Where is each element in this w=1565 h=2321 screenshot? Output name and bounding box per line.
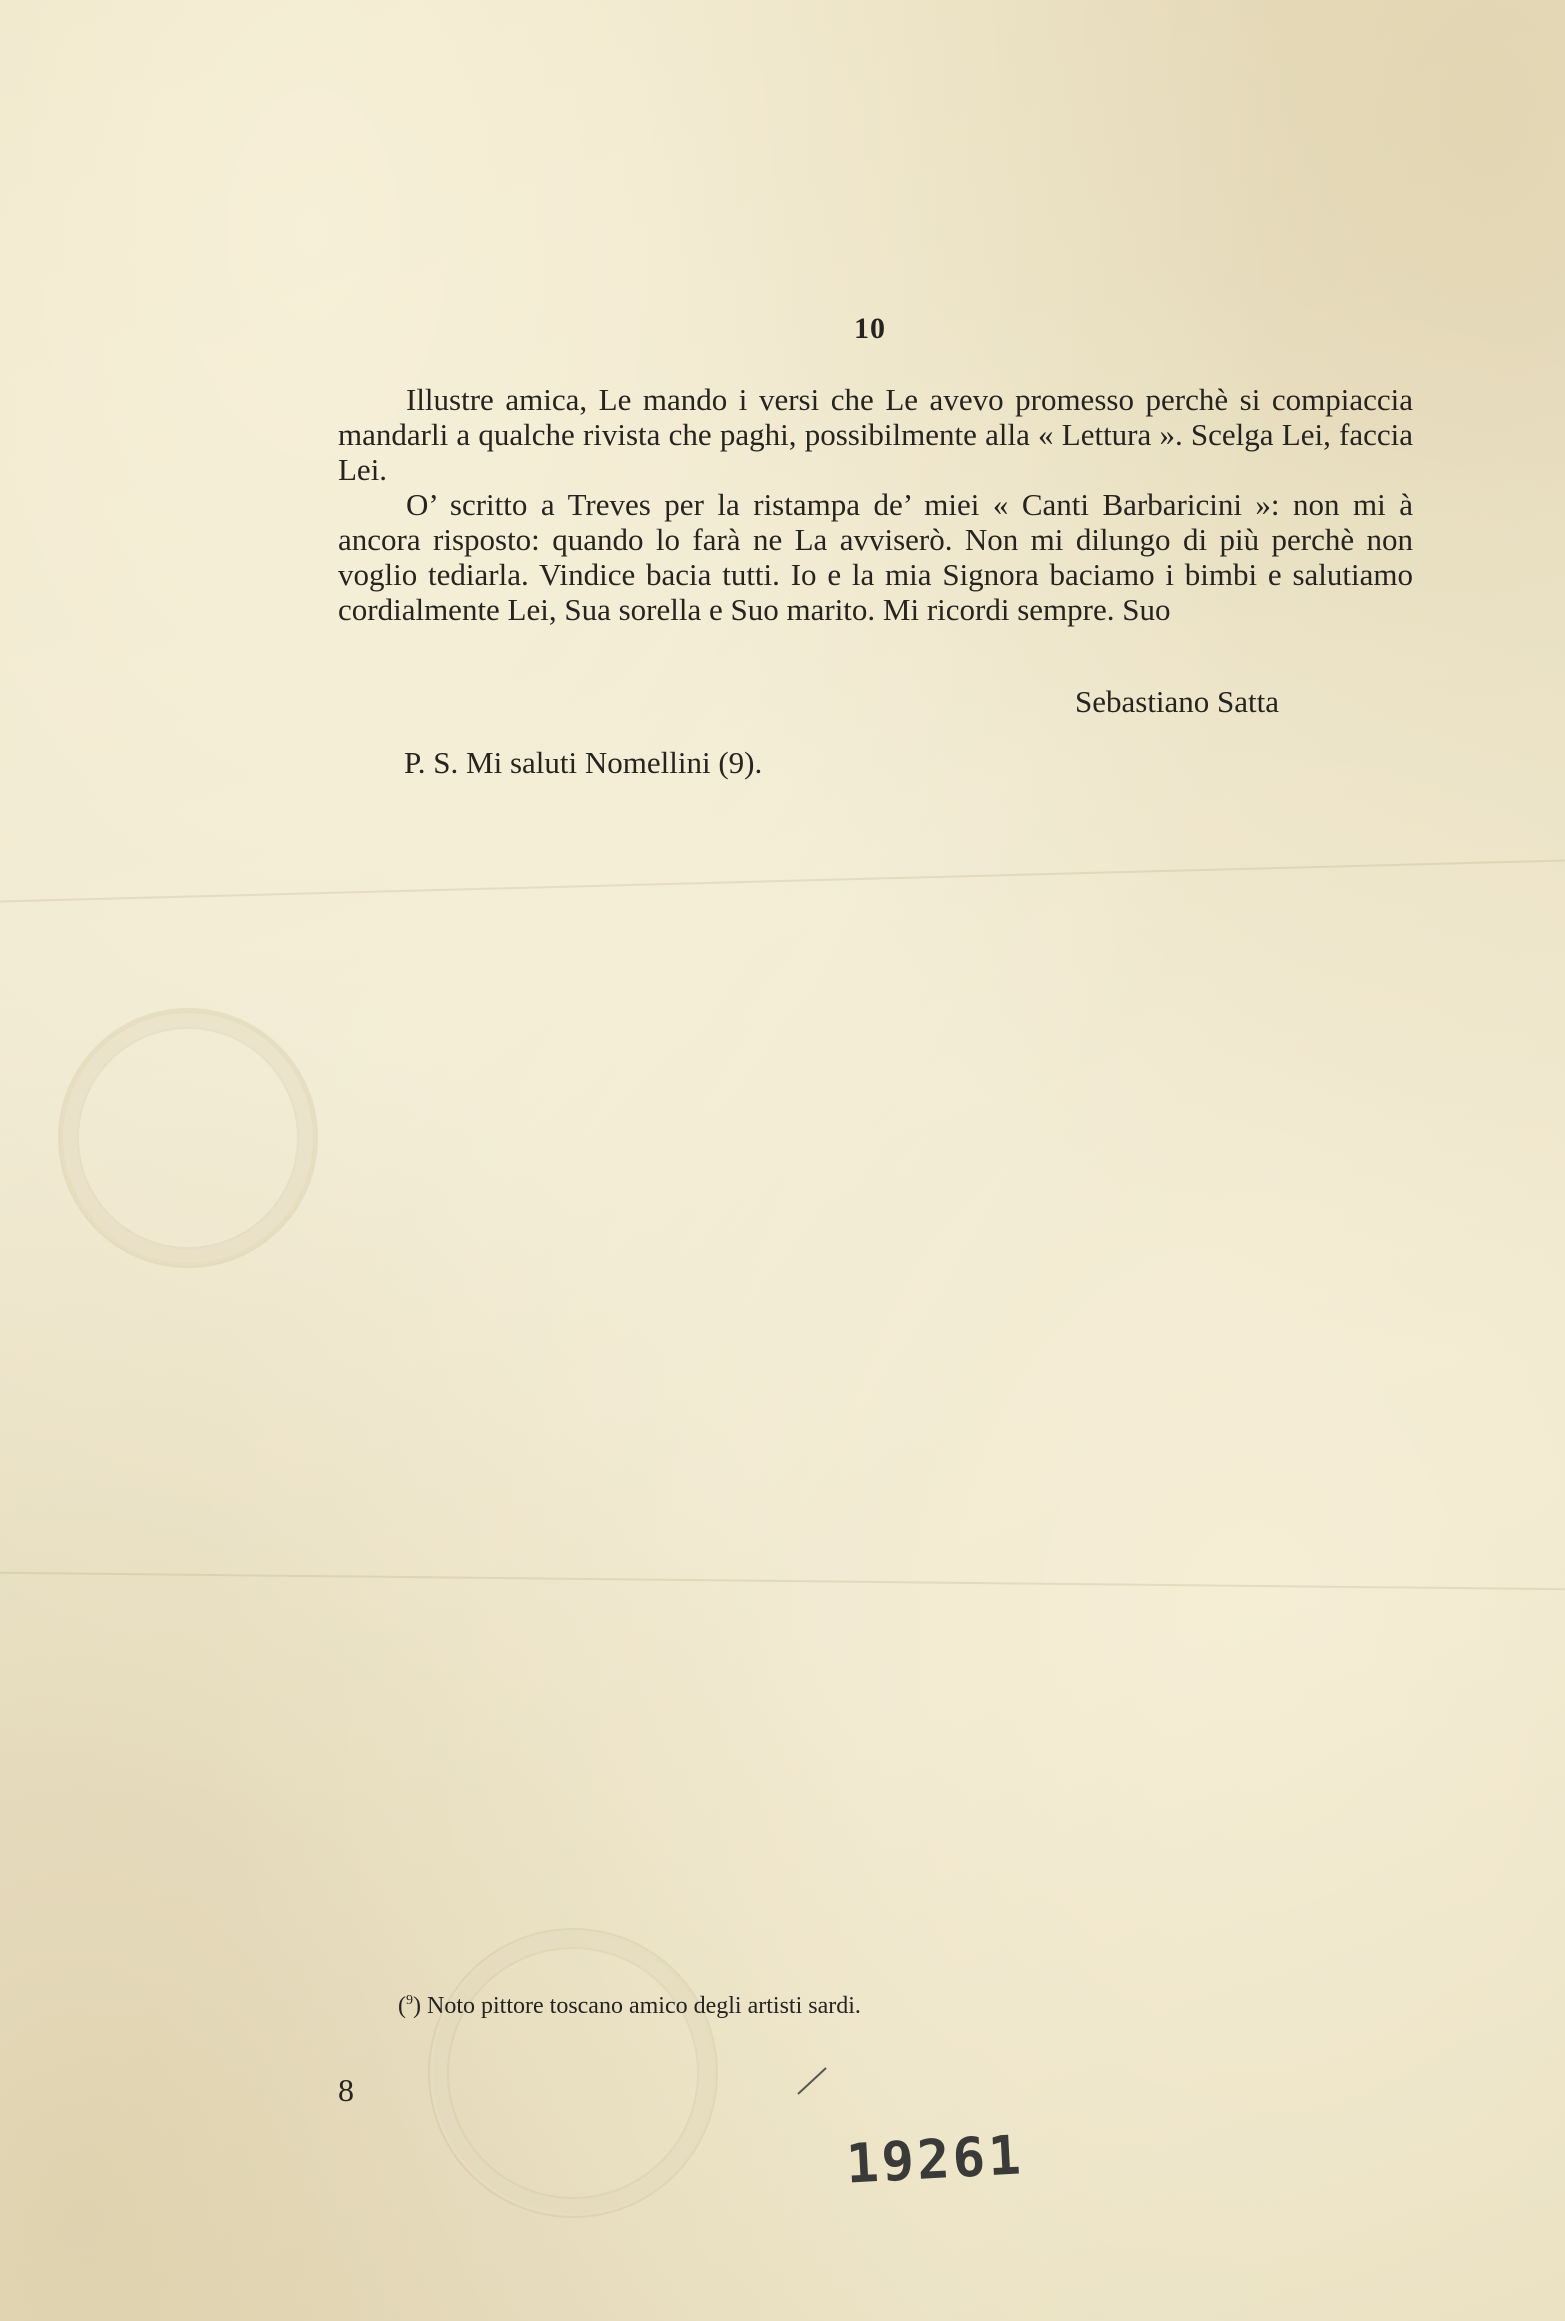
inventory-stamp: 19261	[844, 2123, 1026, 2196]
embossed-seal	[60, 1010, 316, 1266]
pencil-mark	[790, 2060, 850, 2100]
footnote-marker: 9	[406, 1993, 413, 2008]
letter-paragraph: Illustre amica, Le mando i versi che Le avevo promesso perchè si compiaccia mandarli a qualche rivista che paghi, possibilmente alla « Lettura ». Scelga Lei, faccia Lei.	[338, 382, 1413, 487]
footnote-text: Noto pittore toscano amico degli artisti sardi.	[427, 1993, 861, 2019]
paper-crease	[0, 1572, 1565, 1590]
page-number-bottom: 8	[338, 2072, 354, 2108]
page-number-top: 10	[854, 312, 886, 345]
paper-crease	[0, 860, 1565, 903]
letter-body	[338, 382, 1413, 627]
letter-paragraph: O’ scritto a Treves per la ristampa de’ miei « Canti Barbaricini »: non mi à ancora risposto: quando lo farà ne La avviserò. Non mi dilungo di più perchè non voglio tediarla. Vindice bacia tutti. Io e la mia Signora baciamo i bimbi e salutiamo cordialmente Lei, Sua sorella e Suo marito. Mi ricordi sempre. Suo	[338, 487, 1413, 627]
embossed-seal	[430, 1930, 716, 2216]
postscript: P. S. Mi saluti Nomellini (9).	[404, 745, 763, 780]
footnote: ($^9$) Noto pittore toscano amico degli artisti sardi.	[398, 1993, 861, 2019]
signature: Sebastiano Satta	[1075, 684, 1280, 719]
